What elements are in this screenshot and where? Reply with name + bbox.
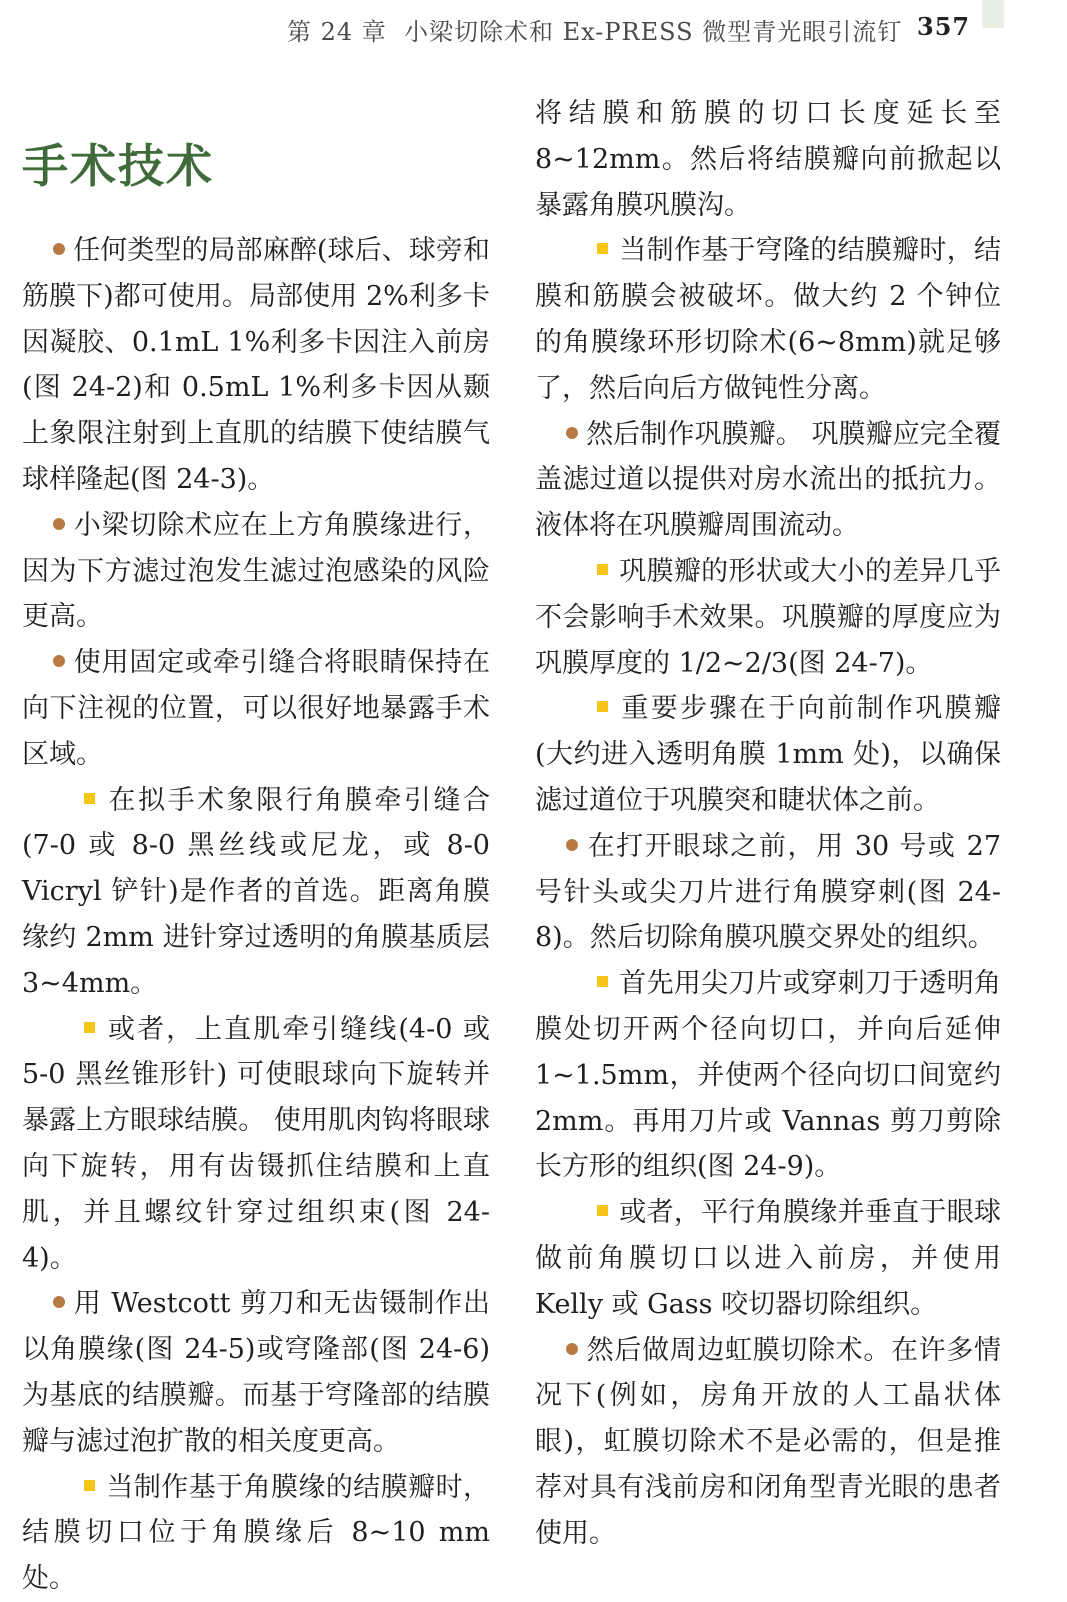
- paragraph-8: [535, 228, 1001, 411]
- bullet-square-icon: [84, 1022, 95, 1033]
- paragraph-text: 将结膜和筋膜的切口长度延长至 8~12mm。然后将结膜瓣向前掀起以暴露角膜巩膜沟。: [535, 98, 1001, 221]
- bullet-dot-icon: [53, 1296, 65, 1308]
- paragraph-4: [22, 778, 490, 1007]
- paragraph-14: [535, 1190, 1001, 1327]
- chapter-label: 第 24 章: [287, 18, 387, 46]
- paragraph-text: 首先用尖刀片或穿刺刀于透明角膜处切开两个径向切口，并向后延伸 1~1.5mm，并使两个径向切口间宽约 2mm。再用刀片或 Vannas 剪刀剪除长方形的组织(图 24-9)。: [535, 968, 1001, 1183]
- paragraph-text: 重要步骤在于向前制作巩膜瓣(大约进入透明角膜 1mm 处)，以确保滤过道位于巩膜突和睫状体之前。: [535, 693, 1001, 816]
- bullet-dot-icon: [566, 427, 578, 439]
- paragraph-text: 当制作基于穹隆的结膜瓣时，结膜和筋膜会被破坏。做大约 2 个钟位的角膜缘环形切除术(6~8mm)就足够了，然后向后方做钝性分离。: [535, 235, 1001, 404]
- left-column: [22, 228, 490, 1602]
- paragraph-continued: [535, 91, 1001, 228]
- paragraph-text: 用 Westcott 剪刀和无齿镊制作出以角膜缘(图 24-5)或穹隆部(图 24-6)为基底的结膜瓣。而基于穹隆部的结膜瓣与滤过泡扩散的相关度更高。: [22, 1288, 490, 1457]
- paragraph-13: [535, 961, 1001, 1190]
- bullet-dot-icon: [566, 1343, 578, 1355]
- right-column: [535, 91, 1001, 1557]
- bullet-square-icon: [597, 1205, 608, 1216]
- bullet-dot-icon: [566, 839, 578, 851]
- paragraph-text: 然后做周边虹膜切除术。在许多情况下(例如，房角开放的人工晶状体眼)，虹膜切除术不是必需的，但是推荐对具有浅前房和闭角型青光眼的患者使用。: [535, 1334, 1001, 1549]
- paragraph-2: [22, 503, 490, 640]
- paragraph-15: [535, 1328, 1001, 1557]
- paragraph-text: 任何类型的局部麻醉(球后、球旁和筋膜下)都可使用。局部使用 2%利多卡因凝胶、0.1mL 1%利多卡因注入前房(图 24-2)和 0.5mL 1%利多卡因从颞上象限注射到上直肌的结膜下使结膜气球样隆起(图 24-3)。: [22, 235, 490, 495]
- paragraph-7: [22, 1465, 490, 1602]
- page-number: 357: [917, 12, 971, 41]
- paragraph-text: 使用固定或牵引缝合将眼睛保持在向下注视的位置，可以很好地暴露手术区域。: [22, 647, 490, 770]
- chapter-title: 小梁切除术和 Ex-PRESS 微型青光眼引流钉: [404, 18, 903, 46]
- paragraph-9: [535, 412, 1001, 549]
- paragraph-text: 或者，平行角膜缘并垂直于眼球做前角膜切口以进入前房，并使用 Kelly 或 Gass 咬切器切除组织。: [535, 1197, 1001, 1320]
- paragraph-text: 在打开眼球之前，用 30 号或 27 号针头或尖刀片进行角膜穿刺(图 24-8)。然后切除角膜巩膜交界处的组织。: [535, 830, 1001, 954]
- paragraph-3: [22, 640, 490, 777]
- bullet-dot-icon: [53, 243, 65, 255]
- paragraph-5: [22, 1007, 490, 1282]
- paragraph-text: 当制作基于角膜缘的结膜瓣时，结膜切口位于角膜缘后 8~10 mm 处。: [22, 1471, 490, 1595]
- paragraph-12: [535, 824, 1001, 961]
- bullet-square-icon: [84, 1480, 95, 1491]
- paragraph-6: [22, 1281, 490, 1464]
- bullet-square-icon: [597, 701, 608, 712]
- paragraph-10: [535, 549, 1001, 686]
- bullet-square-icon: [597, 243, 608, 254]
- bullet-square-icon: [597, 976, 608, 987]
- section-title: 手术技术: [22, 139, 214, 193]
- bullet-dot-icon: [53, 655, 65, 667]
- paragraph-text: 或者，上直肌牵引缝线(4-0 或 5-0 黑丝锥形针) 可使眼球向下旋转并暴露上方眼球结膜。 使用肌肉钩将眼球向下旋转，用有齿镊抓住结膜和上直肌，并且螺纹针穿过组织束(图 24-4)。: [22, 1013, 490, 1274]
- running-header: [0, 12, 1067, 48]
- bullet-square-icon: [597, 564, 608, 575]
- paragraph-1: [22, 228, 490, 503]
- paragraph-text: 巩膜瓣的形状或大小的差异几乎不会影响手术效果。巩膜瓣的厚度应为巩膜厚度的 1/2~2/3(图 24-7)。: [535, 555, 1001, 679]
- paragraph-text: 在拟手术象限行角膜牵引缝合(7-0 或 8-0 黑丝线或尼龙，或 8-0 Vicryl 铲针)是作者的首选。距离角膜缘约 2mm 进针穿过透明的角膜基质层 3~4mm。: [22, 784, 490, 999]
- bullet-dot-icon: [53, 518, 65, 530]
- paragraph-text: 然后制作巩膜瓣。 巩膜瓣应完全覆盖滤过道以提供对房水流出的抵抗力。液体将在巩膜瓣周围流动。: [535, 418, 1001, 542]
- bullet-square-icon: [84, 793, 95, 804]
- paragraph-11: [535, 686, 1001, 823]
- paragraph-text: 小梁切除术应在上方角膜缘进行，因为下方滤过泡发生滤过泡感染的风险更高。: [22, 509, 490, 633]
